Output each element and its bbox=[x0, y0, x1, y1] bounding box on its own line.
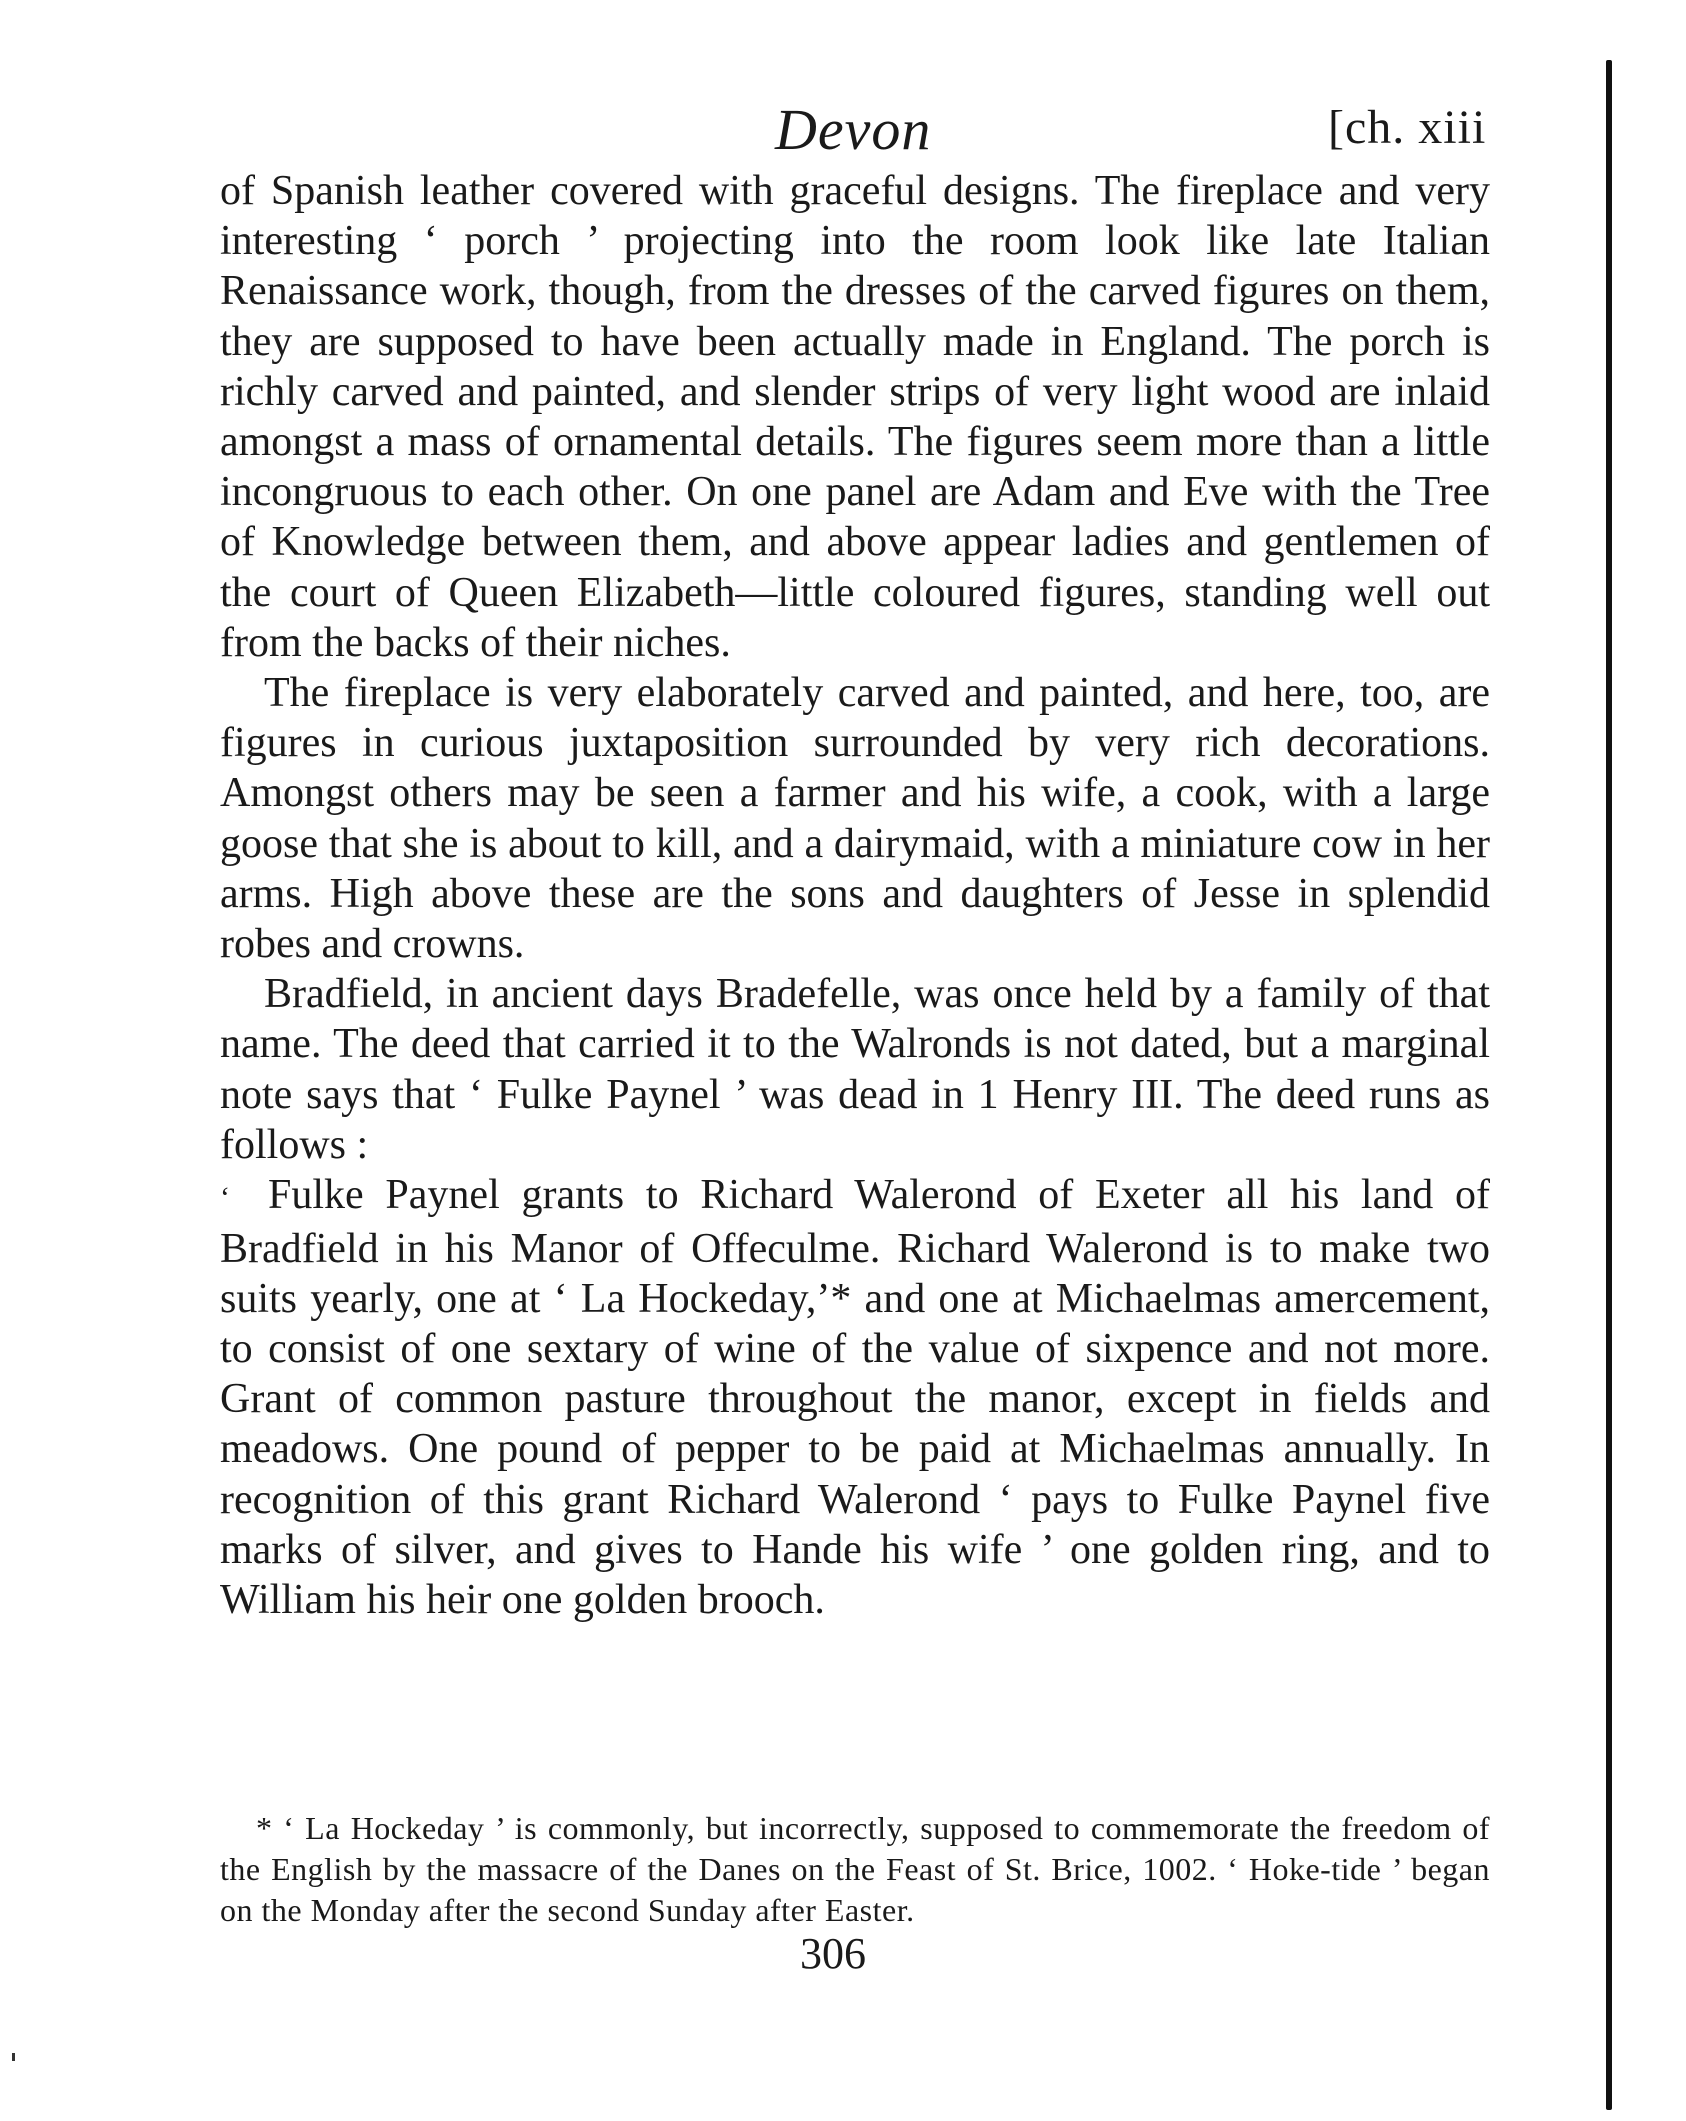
opening-quote-mark: ‘ bbox=[220, 1181, 230, 1215]
footnote-text: * ‘ La Hockeday ’ is commonly, but incorrectly, supposed to commemorate the freedom of the English by the massacre of the Danes on the Feast of St. Brice, 1002. ‘ Hoke-tide ’ began on the Monday after the second Sunday after Easter. bbox=[220, 1810, 1490, 1928]
scan-mark bbox=[12, 2053, 15, 2061]
paragraph-4 bbox=[220, 1170, 1490, 1625]
running-title: Devon bbox=[775, 97, 932, 162]
page-number: 306 bbox=[800, 1929, 866, 1978]
paragraph-4-text: Fulke Paynel grants to Richard Walerond of Exeter all his land of Bradfield in his Manor of Offeculme. Richard Walerond is to make two suits yearly, one at ‘ La Hockeday,’* and one at Michaelmas amercement, to consist of one sextary of wine of the value of sixpence and not more. Grant of common pasture throughout the manor, except in fields and meadows. One pound of pepper to be paid at Michaelmas annually. In recognition of this grant Richard Walerond ‘ pays to Fulke Paynel five marks of silver, and gives to Hande his wife ’ one golden ring, and to William his heir one golden brooch. bbox=[220, 1172, 1490, 1623]
chapter-label: [ch. xiii bbox=[1328, 101, 1487, 154]
page-edge-line bbox=[1606, 60, 1612, 2110]
footnote bbox=[220, 1808, 1490, 1931]
paragraph-1: of Spanish leather covered with graceful designs. The fireplace and very interesting ‘ porch ’ projecting into the room look like late Italian Renaissance work, though, from the dresses of the carved figures on them, they are supposed to have been actually made in England. The porch is richly carved and painted, and slender strips of very light wood are inlaid amongst a mass of ornamental details. The figures seem more than a little incongruous to each other. On one panel are Adam and Eve with the Tree of Knowledge between them, and above appear ladies and gentlemen of the court of Queen Elizabeth—little coloured figures, standing well out from the backs of their niches. bbox=[220, 168, 1490, 666]
paragraph-2: The fireplace is very elaborately carved and painted, and here, too, are figures in curious juxtaposition surrounded by very rich decorations. Amongst others may be seen a farmer and his wife, a cook, with a large goose that she is about to kill, and a dairymaid, with a miniature cow in her arms. High above these are the sons and daughters of Jesse in splendid robes and crowns. bbox=[220, 670, 1490, 968]
paragraph-3: Bradfield, in ancient days Bradefelle, was once held by a family of that name. The deed that carried it to the Walronds is not dated, but a marginal note says that ‘ Fulke Paynel ’ was dead in 1 Henry III. The deed runs as follows : bbox=[220, 971, 1490, 1168]
body-text bbox=[220, 166, 1490, 1625]
page-header bbox=[0, 96, 1686, 176]
